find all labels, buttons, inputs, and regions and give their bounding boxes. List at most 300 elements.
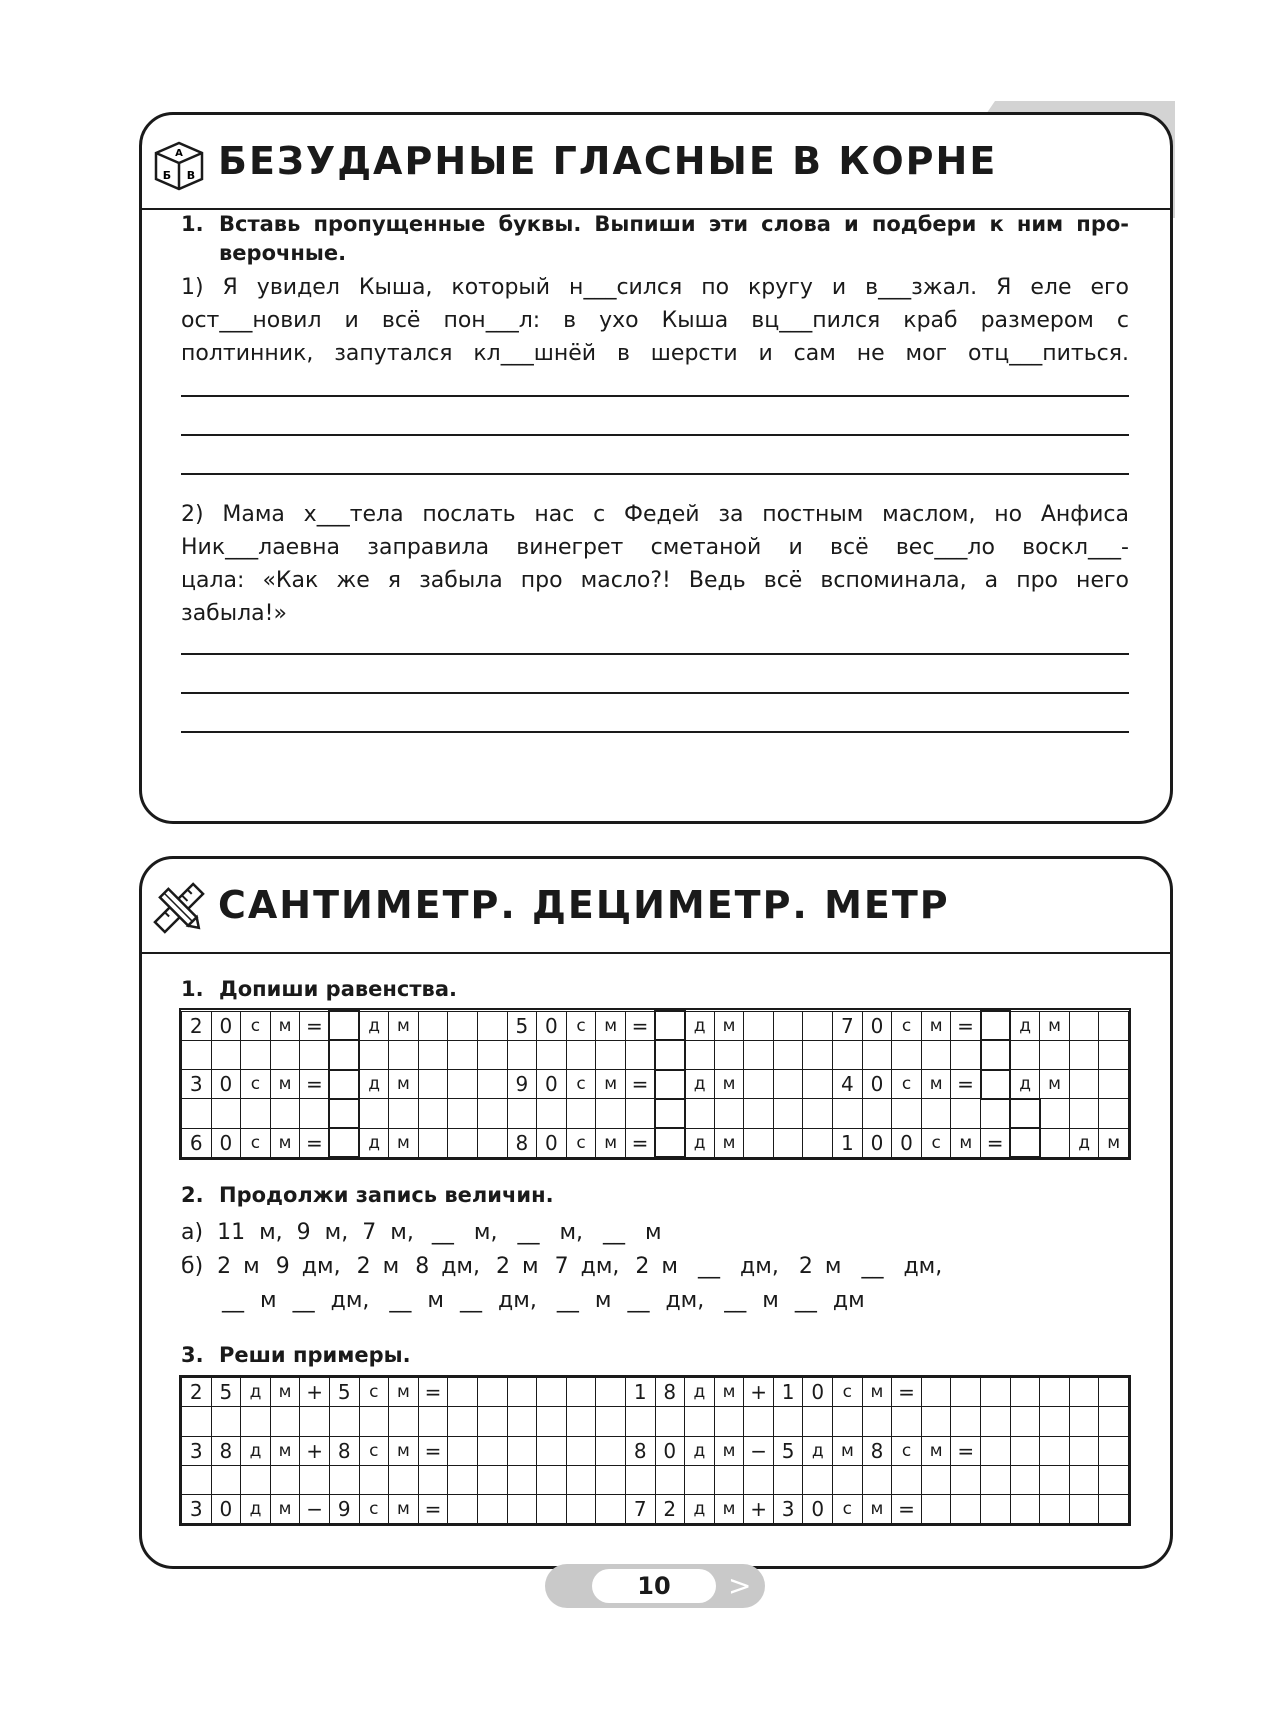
answer-cell[interactable] [981,1011,1011,1040]
answer-cell[interactable] [921,1378,951,1407]
answer-cell[interactable] [744,1128,774,1157]
answer-cell[interactable] [566,1378,596,1407]
answer-cell[interactable] [300,1099,330,1128]
answer-cell[interactable] [862,1407,892,1436]
answer-cell[interactable] [921,1465,951,1494]
answer-cell[interactable] [537,1465,567,1494]
answer-cell[interactable] [1010,1099,1040,1128]
sequence-token: дм, [441,1254,480,1279]
answer-cell[interactable] [596,1040,626,1069]
sequence-token: дм, [580,1254,620,1279]
grid-cell: = [625,1070,655,1099]
answer-cell[interactable] [537,1495,567,1524]
sequence-token: м, [390,1220,414,1245]
answer-cell[interactable] [1040,1465,1070,1494]
answer-cell[interactable] [270,1040,300,1069]
answer-cell[interactable] [448,1465,478,1494]
sequence-token: м [522,1254,539,1279]
sequence-token: дм, [330,1288,370,1313]
answer-cell[interactable] [359,1040,389,1069]
answer-cell[interactable] [477,1128,507,1157]
answer-cell[interactable] [714,1040,744,1069]
answer-cell[interactable] [744,1070,774,1099]
answer-cell[interactable] [300,1465,330,1494]
answer-cell[interactable] [1099,1495,1129,1524]
answer-cell[interactable] [537,1040,567,1069]
answer-cell[interactable] [744,1011,774,1040]
answer-cell[interactable] [211,1040,241,1069]
answer-cell[interactable] [418,1099,448,1128]
answer-cell[interactable] [270,1465,300,1494]
answer-cell[interactable] [833,1099,863,1128]
blank-slot[interactable]: __ [431,1220,454,1245]
answer-cell[interactable] [833,1465,863,1494]
answer-cell[interactable] [655,1040,685,1069]
blank-slot[interactable]: __ [292,1288,315,1313]
answer-cell[interactable] [744,1040,774,1069]
answer-cell[interactable] [1099,1465,1129,1494]
grid-cell: д [803,1436,833,1465]
paragraph-line: полтинник, запутался кл___шнёй в шерсти и сам не мог отц___питься. [181,341,1129,366]
answer-cell[interactable] [1069,1436,1099,1465]
grid-cell: д [685,1070,715,1099]
blank-slot[interactable]: __ [460,1288,483,1313]
answer-cell[interactable] [803,1465,833,1494]
answer-cell[interactable] [921,1099,951,1128]
answer-cell[interactable] [833,1407,863,1436]
answer-cell[interactable] [477,1040,507,1069]
grid-cell: 0 [211,1070,241,1099]
grid-cell: 0 [862,1128,892,1157]
answer-cell[interactable] [418,1070,448,1099]
answer-cell[interactable] [655,1465,685,1494]
answer-cell[interactable] [596,1378,626,1407]
blank-slot[interactable]: __ [389,1288,412,1313]
answer-cell[interactable] [418,1040,448,1069]
grid-cell: д [241,1495,271,1524]
answer-cell[interactable] [921,1040,951,1069]
answer-cell[interactable] [1099,1040,1129,1069]
paragraph-line: цала: «Как же я забыла про масло?! Ведь всё вспоминала, а про него [181,568,1129,593]
sequence-token: м [661,1254,679,1279]
answer-cell[interactable] [773,1465,803,1494]
grid-cell: д [685,1378,715,1407]
grid-cell: 2 [655,1495,685,1524]
answer-line[interactable] [181,434,1129,436]
grid-cell: м [833,1436,863,1465]
answer-cell[interactable] [981,1465,1011,1494]
answer-cell[interactable] [803,1070,833,1099]
answer-cell[interactable] [359,1407,389,1436]
answer-cell[interactable] [951,1099,981,1128]
answer-cell[interactable] [1010,1128,1040,1157]
grid-cell: с [241,1011,271,1040]
answer-cell[interactable] [1069,1465,1099,1494]
answer-cell[interactable] [921,1495,951,1524]
answer-cell[interactable] [537,1378,567,1407]
grid-cell: с [359,1495,389,1524]
answer-cell[interactable] [448,1011,478,1040]
answer-cell[interactable] [1010,1465,1040,1494]
answer-cell[interactable] [862,1040,892,1069]
answer-cell[interactable] [566,1407,596,1436]
grid-cell: д [685,1495,715,1524]
grid-cell: − [300,1495,330,1524]
answer-cell[interactable] [744,1465,774,1494]
grid-cell: д [685,1128,715,1157]
answer-cell[interactable] [1010,1495,1040,1524]
answer-cell[interactable] [1010,1378,1040,1407]
answer-cell[interactable] [211,1407,241,1436]
answer-cell[interactable] [655,1070,685,1099]
answer-cell[interactable] [300,1407,330,1436]
answer-cell[interactable] [418,1407,448,1436]
answer-cell[interactable] [507,1436,537,1465]
answer-cell[interactable] [477,1436,507,1465]
answer-cell[interactable] [448,1040,478,1069]
answer-cell[interactable] [477,1495,507,1524]
answer-cell[interactable] [329,1465,359,1494]
answer-cell[interactable] [892,1407,922,1436]
answer-cell[interactable] [359,1465,389,1494]
sequence-token: м, [259,1220,283,1245]
grid-cell: м [862,1378,892,1407]
answer-cell[interactable] [448,1407,478,1436]
grid-cell: 0 [211,1011,241,1040]
answer-cell[interactable] [182,1407,212,1436]
answer-cell[interactable] [418,1128,448,1157]
grid-cell: д [359,1128,389,1157]
sequence-token: 9 [275,1254,290,1279]
answer-cell[interactable] [773,1128,803,1157]
answer-cell[interactable] [892,1040,922,1069]
answer-cell[interactable] [448,1099,478,1128]
answer-cell[interactable] [448,1495,478,1524]
sequence-token: м [382,1254,400,1279]
answer-cell[interactable] [625,1465,655,1494]
grid-cell: 9 [507,1070,537,1099]
answer-cell[interactable] [981,1099,1011,1128]
grid-cell: 1 [833,1128,863,1157]
grid-cell: 7 [833,1011,863,1040]
answer-cell[interactable] [1010,1040,1040,1069]
answer-cell[interactable] [981,1495,1011,1524]
answer-cell[interactable] [507,1040,537,1069]
sequence-token: б) [181,1254,204,1279]
answer-cell[interactable] [803,1040,833,1069]
answer-cell[interactable] [773,1011,803,1040]
answer-cell[interactable] [477,1465,507,1494]
answer-cell[interactable] [773,1407,803,1436]
section-title: БЕЗУДАРНЫЕ ГЛАСНЫЕ В КОРНЕ [218,139,998,183]
grid-cell: 3 [182,1495,212,1524]
answer-cell[interactable] [448,1128,478,1157]
grid-cell: = [625,1011,655,1040]
answer-cell[interactable] [951,1465,981,1494]
grid-cell: 8 [507,1128,537,1157]
answer-cell[interactable] [655,1407,685,1436]
blank-slot[interactable]: __ [794,1288,817,1313]
answer-cell[interactable] [596,1407,626,1436]
grid-cell: 8 [625,1436,655,1465]
answer-cell[interactable] [1010,1407,1040,1436]
answer-cell[interactable] [507,1407,537,1436]
answer-cell[interactable] [329,1040,359,1069]
answer-cell[interactable] [211,1465,241,1494]
answer-cell[interactable] [270,1407,300,1436]
answer-cell[interactable] [300,1040,330,1069]
answer-cell[interactable] [951,1378,981,1407]
answer-cell[interactable] [182,1099,212,1128]
answer-cell[interactable] [596,1436,626,1465]
answer-cell[interactable] [329,1407,359,1436]
grid-cell: д [1010,1011,1040,1040]
answer-cell[interactable] [1040,1495,1070,1524]
answer-cell[interactable] [625,1099,655,1128]
answer-cell[interactable] [418,1011,448,1040]
grid-cell: д [241,1378,271,1407]
answer-cell[interactable] [537,1436,567,1465]
answer-cell[interactable] [981,1378,1011,1407]
answer-cell[interactable] [448,1436,478,1465]
answer-cell[interactable] [596,1495,626,1524]
grid-cell: 0 [862,1011,892,1040]
grid-cell: с [359,1436,389,1465]
grid-cell: 5 [507,1011,537,1040]
answer-cell[interactable] [803,1407,833,1436]
grid-cell: 2 [182,1011,212,1040]
answer-line[interactable] [181,395,1129,397]
answer-cell[interactable] [1099,1436,1129,1465]
paragraph-line: 1) Я увидел Кыша, который н___сился по кругу и в___зжал. Я еле его [181,275,1129,300]
answer-cell[interactable] [359,1099,389,1128]
answer-cell[interactable] [566,1495,596,1524]
sequence-token: м, [324,1220,349,1245]
answer-cell[interactable] [773,1040,803,1069]
answer-cell[interactable] [389,1407,419,1436]
answer-line[interactable] [181,473,1129,475]
letter-cube-icon [150,135,208,193]
answer-cell[interactable] [1069,1040,1099,1069]
answer-cell[interactable] [448,1378,478,1407]
answer-cell[interactable] [477,1378,507,1407]
answer-cell[interactable] [921,1407,951,1436]
answer-cell[interactable] [211,1099,241,1128]
answer-cell[interactable] [862,1099,892,1128]
answer-cell[interactable] [1069,1378,1099,1407]
grid-row [182,1070,1129,1099]
answer-cell[interactable] [685,1040,715,1069]
answer-cell[interactable] [981,1070,1011,1099]
answer-cell[interactable] [655,1011,685,1040]
answer-cell[interactable] [389,1040,419,1069]
answer-cell[interactable] [477,1011,507,1040]
blank-slot[interactable]: __ [222,1288,244,1313]
answer-cell[interactable] [803,1099,833,1128]
sequence-token: а) [181,1220,204,1245]
answer-cell[interactable] [1040,1378,1070,1407]
answer-cell[interactable] [329,1099,359,1128]
answer-cell[interactable] [537,1099,567,1128]
answer-cell[interactable] [951,1040,981,1069]
answer-cell[interactable] [892,1099,922,1128]
answer-cell[interactable] [507,1465,537,1494]
answer-cell[interactable] [537,1407,567,1436]
equalities-grid[interactable] [181,1010,1129,1158]
answer-cell[interactable] [1099,1378,1129,1407]
task-number: 2. [181,1183,204,1207]
answer-cell[interactable] [1040,1040,1070,1069]
answer-line[interactable] [181,731,1129,733]
paragraph-line: Ник___лаевна заправила винегрет сметаной и всё вес___ло воскл___- [181,535,1129,560]
sequence-line-a [181,1216,662,1249]
grid-cell: м [389,1436,419,1465]
answer-cell[interactable] [803,1011,833,1040]
answer-cell[interactable] [1010,1436,1040,1465]
sequence-line-b [181,1250,942,1283]
grid-cell: + [300,1436,330,1465]
answer-cell[interactable] [714,1465,744,1494]
answer-cell[interactable] [981,1040,1011,1069]
answer-cell[interactable] [655,1128,685,1157]
answer-cell[interactable] [389,1465,419,1494]
answer-cell[interactable] [862,1465,892,1494]
answer-cell[interactable] [744,1407,774,1436]
sequence-token: 2 [356,1254,371,1279]
grid-cell: 0 [537,1011,567,1040]
answer-cell[interactable] [1099,1070,1129,1099]
answer-cell[interactable] [685,1465,715,1494]
answer-line[interactable] [181,692,1129,694]
answer-cell[interactable] [892,1465,922,1494]
grid-cell: 8 [862,1436,892,1465]
answer-cell[interactable] [625,1040,655,1069]
answer-cell[interactable] [477,1070,507,1099]
grid-cell: = [300,1070,330,1099]
answer-cell[interactable] [1069,1011,1099,1040]
answer-cell[interactable] [803,1128,833,1157]
answer-cell[interactable] [951,1407,981,1436]
next-arrow-icon[interactable]: > [728,1569,752,1602]
answer-cell[interactable] [1040,1407,1070,1436]
examples-grid[interactable] [181,1377,1129,1524]
answer-cell[interactable] [566,1099,596,1128]
answer-line[interactable] [181,653,1129,655]
answer-cell[interactable] [1069,1407,1099,1436]
blank-slot[interactable]: __ [517,1220,540,1245]
paragraph-line: ост___новил и всё пон___л: в ухо Кыша вц___пился краб размером с [181,308,1129,333]
answer-cell[interactable] [329,1070,359,1099]
exercise-paragraph-1 [181,271,1129,370]
answer-cell[interactable] [241,1099,271,1128]
grid-cell: м [714,1011,744,1040]
answer-cell[interactable] [182,1465,212,1494]
grid-cell: 7 [625,1495,655,1524]
blank-slot[interactable]: __ [724,1288,747,1313]
answer-cell[interactable] [625,1407,655,1436]
grid-cell: 2 [182,1378,212,1407]
answer-cell[interactable] [685,1407,715,1436]
answer-cell[interactable] [1099,1099,1129,1128]
answer-cell[interactable] [1069,1099,1099,1128]
grid-row [182,1099,1129,1128]
answer-cell[interactable] [655,1099,685,1128]
answer-cell[interactable] [182,1040,212,1069]
answer-cell[interactable] [1069,1495,1099,1524]
grid-cell: 1 [625,1378,655,1407]
answer-cell[interactable] [773,1070,803,1099]
blank-slot[interactable]: __ [861,1254,884,1279]
answer-cell[interactable] [329,1011,359,1040]
task-number: 1. [181,212,204,236]
answer-cell[interactable] [566,1465,596,1494]
task-heading [181,1181,554,1210]
blank-slot[interactable]: __ [627,1288,650,1313]
answer-cell[interactable] [329,1128,359,1157]
answer-cell[interactable] [241,1407,271,1436]
sequence-token: дм, [665,1288,705,1313]
answer-cell[interactable] [596,1099,626,1128]
grid-cell: м [951,1128,981,1157]
grid-cell: с [892,1011,922,1040]
grid-cell: + [744,1495,774,1524]
answer-cell[interactable] [951,1495,981,1524]
answer-cell[interactable] [507,1378,537,1407]
answer-cell[interactable] [507,1099,537,1128]
answer-cell[interactable] [714,1099,744,1128]
blank-slot[interactable]: __ [603,1220,626,1245]
answer-cell[interactable] [1069,1070,1099,1099]
answer-cell[interactable] [566,1436,596,1465]
grid-cell: м [1040,1070,1070,1099]
answer-cell[interactable] [418,1465,448,1494]
grid-cell: 6 [182,1128,212,1157]
grid-cell: 0 [892,1128,922,1157]
answer-cell[interactable] [507,1495,537,1524]
answer-cell[interactable] [566,1040,596,1069]
answer-cell[interactable] [1040,1099,1070,1128]
answer-cell[interactable] [1040,1128,1070,1157]
answer-cell[interactable] [773,1099,803,1128]
answer-cell[interactable] [981,1436,1011,1465]
blank-slot[interactable]: __ [556,1288,579,1313]
blank-slot[interactable]: __ [698,1254,721,1279]
answer-cell[interactable] [714,1407,744,1436]
answer-cell[interactable] [389,1099,419,1128]
sequence-token: дм, [498,1288,537,1313]
answer-cell[interactable] [241,1040,271,1069]
answer-cell[interactable] [448,1070,478,1099]
grid-cell: = [981,1128,1011,1157]
answer-cell[interactable] [1040,1436,1070,1465]
sequence-token: дм [832,1288,865,1313]
answer-cell[interactable] [477,1099,507,1128]
sequence-token: 11 [217,1220,246,1245]
grid-row [182,1128,1129,1157]
answer-cell[interactable] [596,1465,626,1494]
grid-cell: = [300,1128,330,1157]
answer-cell[interactable] [833,1040,863,1069]
answer-cell[interactable] [685,1099,715,1128]
answer-cell[interactable] [1099,1407,1129,1436]
answer-cell[interactable] [744,1099,774,1128]
answer-cell[interactable] [241,1465,271,1494]
answer-cell[interactable] [270,1099,300,1128]
answer-cell[interactable] [477,1407,507,1436]
answer-cell[interactable] [1099,1011,1129,1040]
grid-cell: 0 [862,1070,892,1099]
answer-cell[interactable] [981,1407,1011,1436]
